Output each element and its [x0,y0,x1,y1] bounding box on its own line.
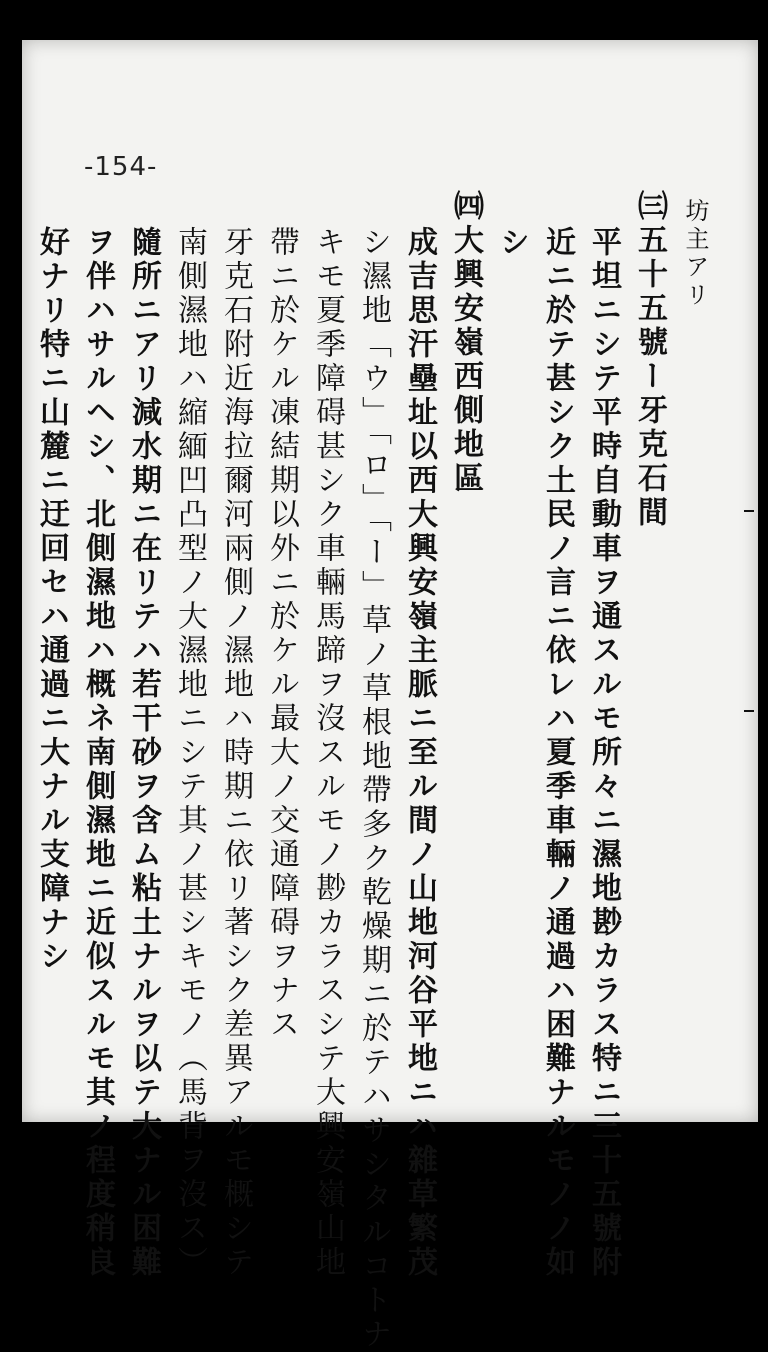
text-line-12: 南側濕地ハ縮緬凹凸型ノ大濕地ニシテ其ノ甚シキモノ（馬背ヲ沒ス） [172,226,207,1280]
margin-mark [744,710,754,712]
vertical-text-body [34,190,718,1352]
text-line-10: 帶ニ於ケル凍結期以外ニ於ケル最大ノ交通障碍ヲナス [264,226,299,1042]
text-line-9: キモ夏季障碍甚シク車輛馬蹄ヲ沒スルモノ尠カラスシテ大興安嶺山地 [310,226,345,1280]
text-line-3: 平坦ニシテ平時自動車ヲ通スルモ所々ニ濕地尠カラス特ニ三十五號附 [586,226,621,1280]
text-line-11: 牙克石附近海拉爾河兩側ノ濕地ハ時期ニ依リ著シク差異アルモ概シテ [218,226,253,1280]
text-line-7: 成吉思汗壘址以西大興安嶺主脈ニ至ル間ノ山地河谷平地ニハ雜草繁茂 [402,226,437,1280]
document-page [22,40,758,1352]
text-line-15: 好ナリ特ニ山麓ニ迂回セハ通過ニ大ナル支障ナシ [34,226,69,974]
text-line-6: ㈣大興安嶺西側地區 [448,190,483,496]
text-line-8: シ濕地「ウ」「ロ」「ー」草ノ草根地帶多ク乾燥期ニ於テハサシタルコトナ [356,226,391,1352]
text-line-5: シ [494,226,529,260]
text-line-13: 隨所ニアリ減水期ニ在リテハ若干砂ヲ含ム粘土ナルヲ以テ大ナル困難 [126,226,161,1280]
text-line-1: 坊主アリ [681,198,709,310]
margin-mark [744,510,754,512]
text-line-14: ヲ伴ハサルヘシ、北側濕地ハ概ネ南側濕地ニ近似スルモ其ノ程度稍良 [80,226,115,1280]
page-number: -154- [84,152,158,182]
text-line-2: ㈢五十五號ー牙克石間 [632,190,667,530]
text-line-4: 近ニ於テ甚シク土民ノ言ニ依レハ夏季車輛ノ通過ハ困難ナルモノノ如 [540,226,575,1280]
